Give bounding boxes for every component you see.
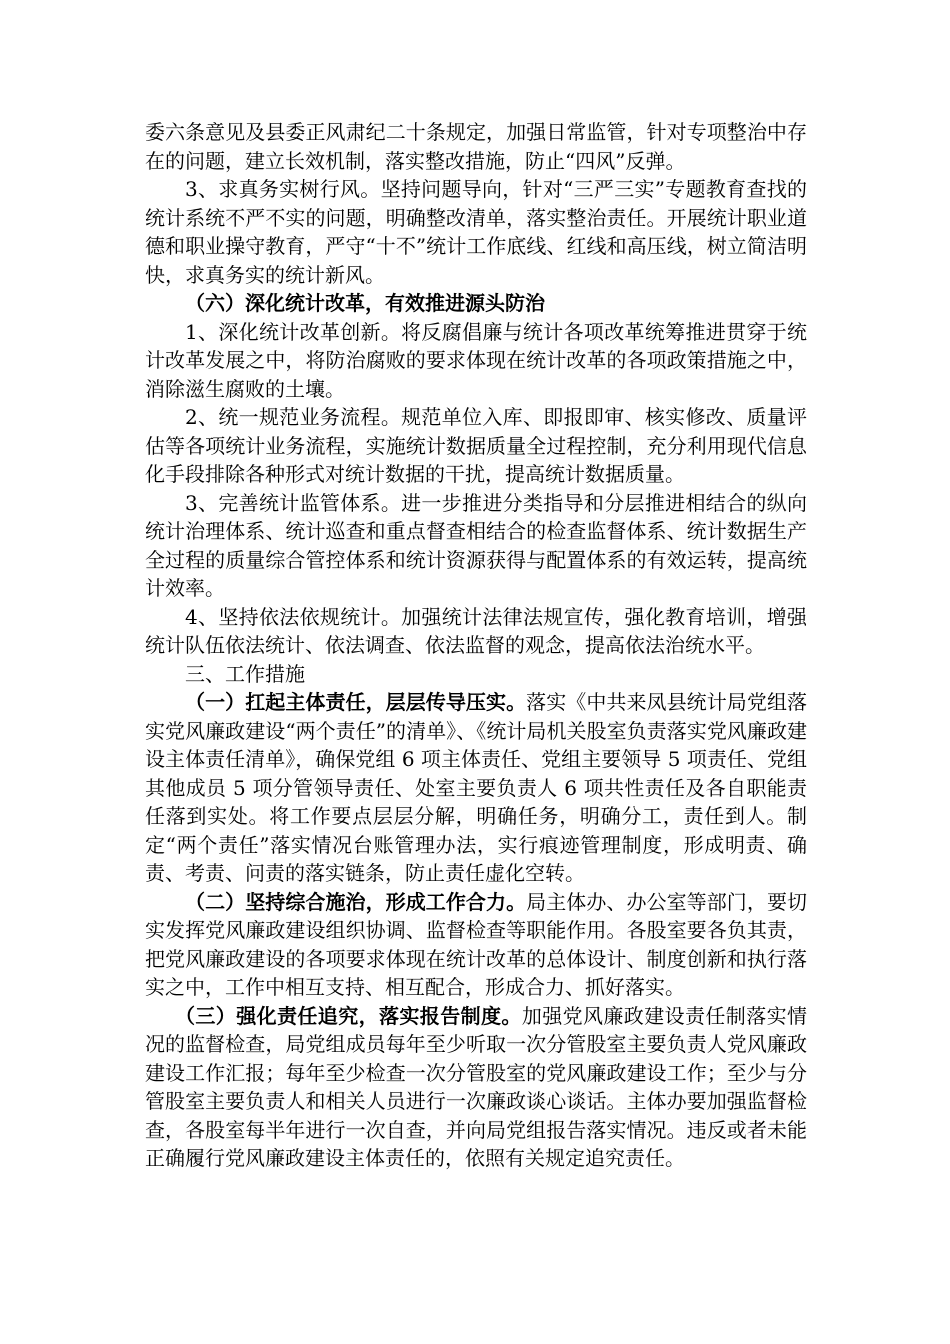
document-page — [145, 118, 807, 1173]
paragraph-item-1-reform: 1、深化统计改革创新。将反腐倡廉与统计各项改革统筹推进贯穿于统计改革发展之中，将防治腐败的要求体现在统计改革的各项政策措施之中，消除滋生腐败的土壤。 — [145, 319, 807, 401]
measure-1-body: 落实《中共来凤县统计局党组落实党风廉政建设“两个责任”的清单》、《统计局机关股室负责落实党风廉政建设主体责任清单》，确保党组 6 项主体责任、党组主要领导 5 项责任、党组其他成员 5 项分管领导责任、处室主要负责人 6 项共性责任及各自职能责任落到实处。将工作要点层层分解，明确任务，明确分工，责任到人。制定“两个责任”落实情况台账管理办法，实行痕迹管理制度，形成明责、确责、考责、问责的落实链条，防止责任虚化空转。 — [145, 690, 808, 885]
paragraph-item-3-supervision: 3、完善统计监管体系。进一步推进分类指导和分层推进相结合的纵向统计治理体系、统计巡查和重点督查相结合的检查监督体系、统计数据生产全过程的质量综合管控体系和统计资源获得与配置体系的有效运转，提高统计效率。 — [145, 490, 807, 600]
measure-3-paragraph — [145, 1002, 807, 1173]
paragraph-continuation: 委六条意见及县委正风肃纪二十条规定，加强日常监管，针对专项整治中存在的问题，建立长效机制，落实整改措施，防止“四风”反弹。 — [145, 120, 807, 173]
measure-3-body: 加强党风廉政建设责任制落实情况的监督检查，局党组成员每年至少听取一次分管股室主要负责人党风廉政建设工作汇报；每年至少检查一次分管股室的党风廉政建设工作；至少与分管股室主要负责人和相关人员进行一次廉政谈心谈话。主体办要加强监督检查，各股室每半年进行一次自查，并向局党组报告落实情况。违反或者未能正确履行党风廉政建设主体责任的，依照有关规定追究责任。 — [145, 1003, 808, 1170]
measure-1-paragraph — [145, 688, 807, 888]
measure-2-lead: （二）坚持综合施治，形成工作合力。 — [185, 889, 527, 914]
section-title-measures: 三、工作措施 — [185, 661, 305, 686]
measure-2-paragraph — [145, 888, 807, 1002]
measure-2-body: 局主体办、办公室等部门，要切实发挥党风廉政建设组织协调、监督检查等职能作用。各股室要各负其责，把党风廉政建设的各项要求体现在统计改革的总体设计、制度创新和执行落实之中，工作中相互支持、相互配合，形成合力、抓好落实。 — [145, 889, 808, 999]
measure-3-lead: （三）强化责任追究，落实报告制度。 — [175, 1003, 522, 1028]
subsection-heading-6: （六）深化统计改革，有效推进源头防治 — [185, 291, 545, 315]
paragraph-item-4-law: 4、坚持依法依规统计。加强统计法律法规宣传，强化教育培训，增强统计队伍依法统计、依法调查、依法监督的观念，提高依法治统水平。 — [145, 604, 807, 657]
measure-1-lead: （一）扛起主体责任，层层传导压实。 — [185, 690, 527, 714]
paragraph-item-2-process: 2、统一规范业务流程。规范单位入库、即报即审、核实修改、质量评估等各项统计业务流程，实施统计数据质量全过程控制，充分利用现代信息化手段排除各种形式对统计数据的干扰，提高统计数据质量。 — [145, 405, 807, 486]
paragraph-item-3-style: 3、求真务实树行风。坚持问题导向，针对“三严三实”专题教育查找的统计系统不严不实的问题，明确整改清单，落实整治责任。开展统计职业道德和职业操守教育，严守“十不”统计工作底线、红线和高压线，树立简洁明快，求真务实的统计新风。 — [145, 177, 807, 287]
